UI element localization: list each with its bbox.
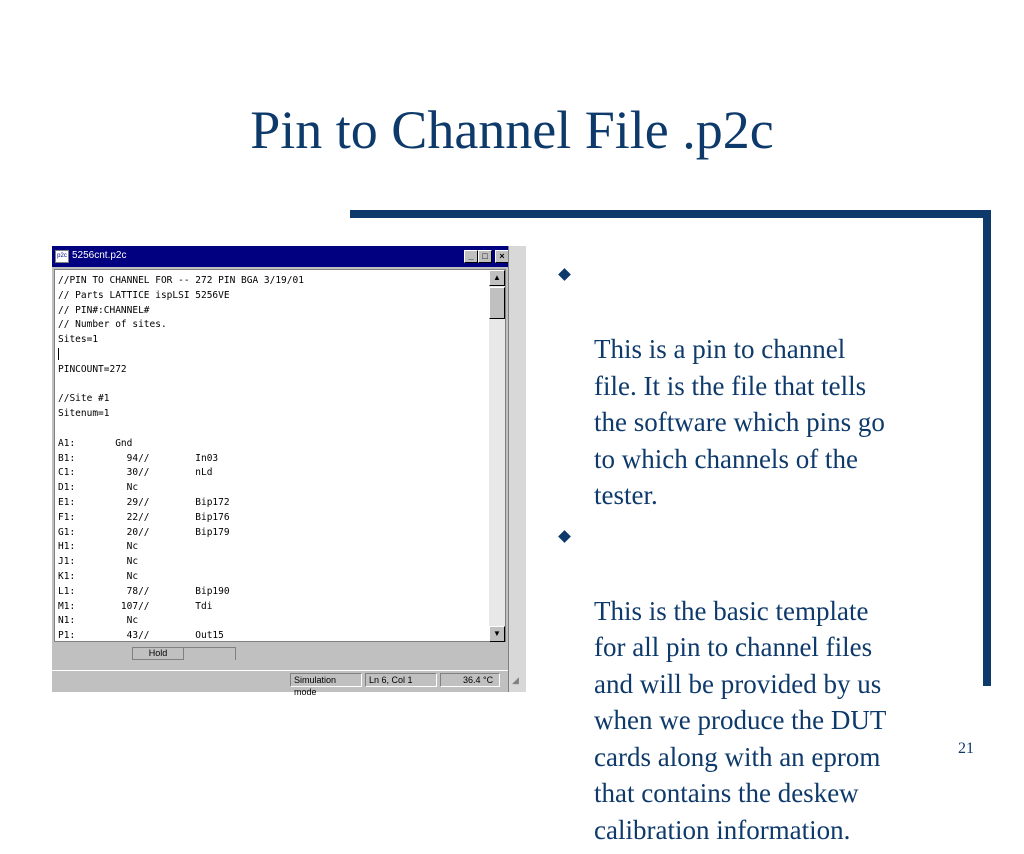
title-divider	[350, 210, 991, 218]
window-titlebar[interactable]	[52, 246, 526, 267]
status-mode: Simulation mode	[290, 673, 362, 687]
bullet-diamond-icon	[558, 530, 571, 543]
maximize-button[interactable]: □	[478, 250, 492, 263]
hold-tab-outline	[184, 647, 236, 660]
text-editor[interactable]	[54, 269, 506, 642]
scroll-thumb[interactable]	[489, 287, 505, 319]
bullet-text: This is the basic template for all pin to channel files and will be provided by us when we produce the DUT cards along with an eprom that contains the deskew calibration information.	[594, 595, 887, 845]
status-temperature: 36.4 °C	[440, 673, 500, 687]
file-icon: p2c	[55, 250, 69, 263]
text-caret	[58, 348, 59, 360]
status-bar	[52, 670, 508, 697]
bullet-item	[560, 258, 970, 514]
slide-number: 21	[958, 740, 974, 757]
minimize-button[interactable]: _	[464, 250, 478, 263]
status-cursor-position: Ln 6, Col 1	[365, 673, 437, 687]
file-content[interactable]: //PIN TO CHANNEL FOR -- 272 PIN BGA 3/19/01 // Parts LATTICE ispLSI 5256VE // PIN#:CHANNEL# // Number of sites. Sites=1 PINCOUNT=272 //Site #1 Sitenum=1 A1: Gnd B1: 94// In03 C1: 30// nLd D1: Nc E1: 29// Bip172 F1: 22// Bip176 G1: 20// Bip179 H1: Nc J1: Nc K1: Nc L1: 78// Bip190 M1: 107// Tdi N1: Nc P1: 43// Out15	[58, 275, 304, 642]
editor-window	[52, 246, 526, 697]
bullet-diamond-icon	[558, 268, 571, 281]
resize-grip-icon[interactable]: ◢	[512, 675, 519, 685]
bullet-list	[560, 258, 970, 854]
scroll-down-button[interactable]: ▼	[489, 626, 505, 642]
side-divider	[983, 210, 991, 686]
bullet-item	[560, 520, 970, 849]
bullet-text: This is a pin to channel file. It is the file that tells the software which pins go to which channels of the tester.	[594, 334, 885, 510]
hold-button[interactable]: Hold	[132, 647, 184, 660]
side-panel	[508, 246, 526, 692]
slide-title: Pin to Channel File .p2c	[250, 100, 774, 160]
close-button[interactable]: ×	[495, 250, 509, 263]
window-title: 5256cnt.p2c	[72, 250, 127, 261]
vertical-scrollbar[interactable]	[489, 270, 505, 642]
scroll-up-button[interactable]: ▲	[489, 270, 505, 286]
